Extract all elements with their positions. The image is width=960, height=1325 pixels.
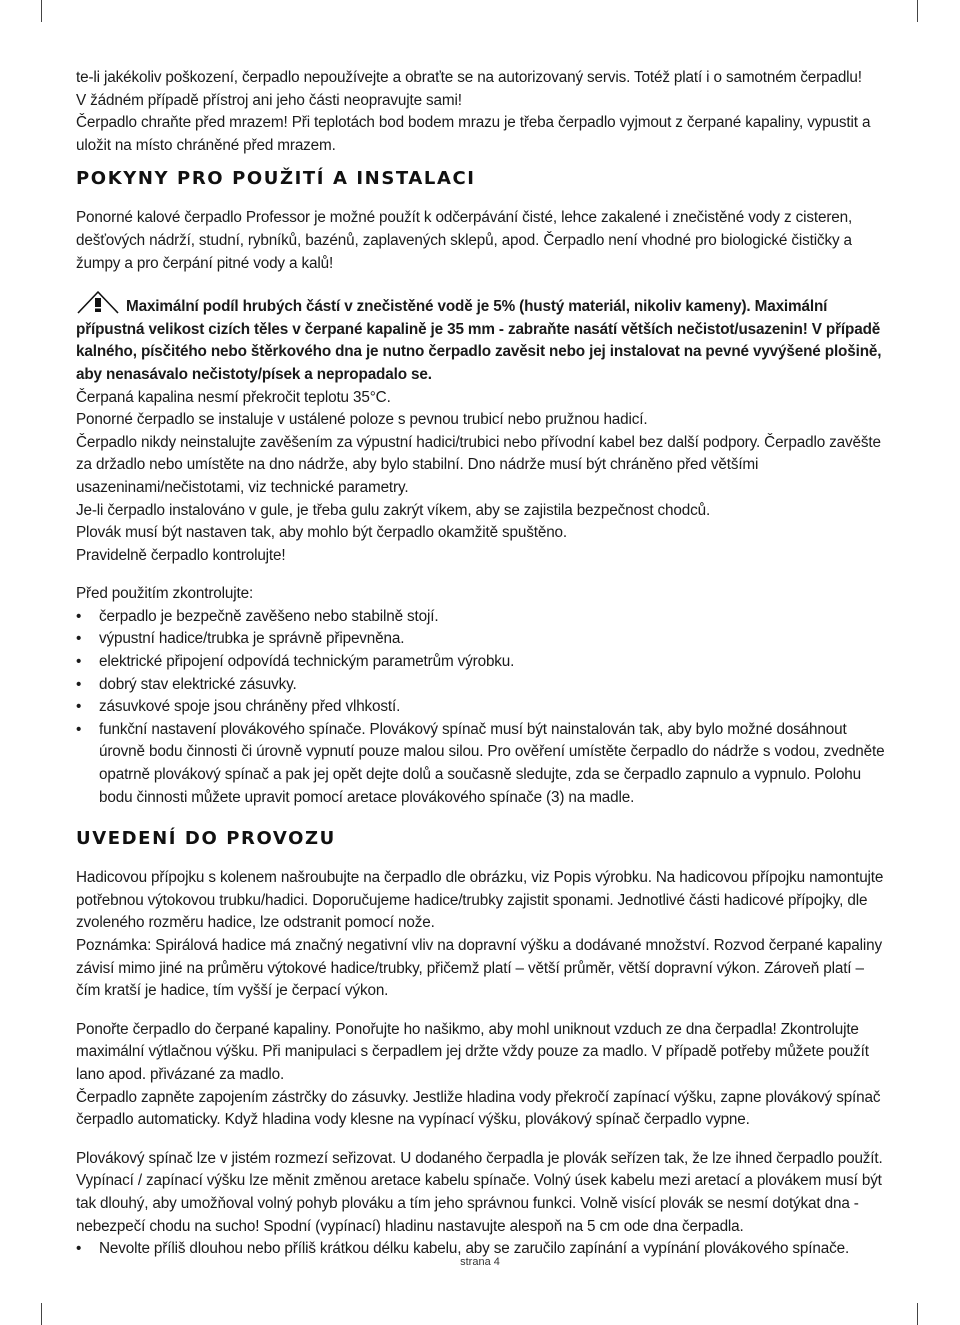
submerge-paragraph: Ponořte čerpadlo do čerpané kapaliny. Ponořujte ho našikmo, aby mohl uniknout vzduch ze dna čerpadla! Zkontrolujte maximální výtlačnou výšku. Při manipulaci s čerpadlem jej držte vždy pouze za madlo. V případě potřeby můžete použít lano apod. přivázané za madlo. [76,1020,869,1083]
checklist-title: Před použitím zkontrolujte: [76,585,254,603]
section-heading-usage: POKYNY PRO POUŽITÍ A INSTALACI [76,168,476,190]
intro-line-3: Čerpadlo chraňte před mrazem! Při teplotách bod bodem mrazu je třeba čerpadlo vyjmout z čerpané kapaliny, vypustit a uložit na místo chráněné před mrazem. [76,114,871,154]
list-item: • výpustní hadice/trubka je správně připevněna. [76,630,405,648]
checklist [76,606,888,809]
hose-paragraph: Hadicovou přípojku s kolenem našroubujte na čerpadlo dle obrázku, viz Popis výrobku. Na hadicovou přípojku namontujte potřebnou výtokovou trubku/hadici. Doporučujeme hadice/trubky zajistit sponami. Jednotlivé části hadicové přípojky, dle zvoleného rozměru hadice, lze odstranit pomocí nože. [76,869,884,932]
section-heading-operation: UVEDENÍ DO PROVOZU [76,828,336,850]
intro-line-1: te-li jakékoliv poškození, čerpadlo nepoužívejte a obraťte se na autorizovaný servis. Totéž platí i o samotném čerpadlu! [76,69,862,86]
document-page [76,67,888,1261]
warning-paragraph [76,291,888,386]
temperature-line: Čerpaná kapalina nesmí překročit teplotu 35°C. [76,388,391,406]
intro-line-2: V žádném případě přístroj ani jeho části neopravujte sami! [76,91,462,109]
hanging-paragraph: Čerpadlo nikdy neinstalujte zavěšením za výpustní hadici/trubici nebo přívodní kabel bez další podpory. Čerpadlo zavěšte za držadlo nebo umístěte na dno nádrže, aby bylo stabilní. Dno nádrže musí být chráněno před většími usazeninami/nečistotami, viz technické parametry. [76,433,881,496]
usage-paragraph: Ponorné kalové čerpadlo Professor je možné použít k odčerpávání čisté, lehce zakalené i znečistěné vody z cisteren, dešťových nádrží, studní, rybníků, bazénů, zaplavených sklepů, apod. Čerpadlo není vhodné pro biologické čističky a žumpy a pro čerpání pitné vody a kalů! [76,209,853,272]
crop-mark-left [41,0,42,22]
list-item: • dobrý stav elektrické zásuvky. [76,675,297,693]
crop-mark-bottom-right [917,1303,918,1325]
page-number: strana 4 [460,1256,500,1268]
check-regularly-line: Pravidelně čerpadlo kontrolujte! [76,546,286,564]
float-line: Plovák musí být nastaven tak, aby mohlo být čerpadlo okamžitě spuštěno. [76,524,568,542]
switch-on-paragraph: Čerpadlo zapněte zapojením zástrčky do zásuvky. Jestliže hladina vody překročí zapínací výšku, zapne plovákový spínač čerpadlo automaticky. Když hladina vody klesne na vypínací výšku, plovákový spínač čerpadlo vypne. [76,1088,881,1129]
install-position-line: Ponorné čerpadlo se instaluje v ustálené poloze s pevnou trubicí nebo pružnou hadicí. [76,411,648,429]
list-item: • zásuvkové spoje jsou chráněny před vlhkostí. [76,698,401,716]
list-item: • funkční nastavení plovákového spínače. Plovákový spínač musí být nainstalován tak, aby bylo možné dosáhnout úrovně bodu činnosti či úrovně vypnutí pouze malou silou. Pro ověření umístěte čerpadlo do nádrže s vodou, zvedněte opatrně plovákový spínač a pak jej opět dejte dolů a současně sledujte, zda se čerpadlo zapnulo a vypnulo. Polohu bodu činnosti můžete upravit pomocí aretace plovákového spínače (3) na madle. [76,720,885,806]
float-adjust-paragraph: Plovákový spínač lze v jistém rozmezí seřizovat. U dodaného čerpadla je plovák seřízen tak, že lze ihned čerpadlo použít. Vypínací / zapínací výšku lze měnit změnou aretace kabelu spínače. Volný úsek kabelu mezi aretací a plovákem musí být tak dlouhý, aby umožňoval volný pohyb plováku a tím jeho správnou funkci. Volně visící plovák se nesmí dotýkat dna - nebezpečí chodu na sucho! Spodní (vypínací) hladinu nastavujte alespoň na 5 cm ode dna čerpadla. [76,1149,883,1235]
list-item: • čerpadlo je bezpečně zavěšeno nebo stabilně stojí. [76,607,439,625]
note-paragraph: Poznámka: Spirálová hadice má značný negativní vliv na dopravní výšku a dodávané množství. Rozvod čerpané kapaliny závisí mimo jiné na průměru výtokové hadice/trubky, přičemž platí – větší průměr, větší dopravní výkon. Zároveň platí – čím kratší je hadice, tím vyšší je čerpací výkon. [76,937,882,1000]
list-item: • Nevolte příliš dlouhou nebo příliš krátkou délku kabelu, aby se zaručilo zapínání a vypínání plovákového spínače. [76,1240,850,1258]
list-item: • elektrické připojení odpovídá technickým parametrům výrobku. [76,653,515,671]
crop-mark-bottom-left [41,1303,42,1325]
warning-triangle-icon [76,291,122,313]
gully-line: Je-li čerpadlo instalováno v gule, je třeba gulu zakrýt víkem, aby se zajistila bezpečnost chodců. [76,501,711,519]
crop-mark-right [917,0,918,22]
warning-text: Maximální podíl hrubých částí v znečistěné vodě je 5% (hustý materiál, nikoliv kameny). Maximální přípustná velikost cizích těles v čerpané kapalině je 35 mm - zabraňte nasátí větších nečistot/usazenin! V případě kalného, písčitého nebo štěrkového dna je nutno čerpadlo zavěsit nebo jej instalovat na pevné vyvýšené plošině, aby nenasávalo nečistoty/písek a nepropadalo se. [76,298,882,383]
